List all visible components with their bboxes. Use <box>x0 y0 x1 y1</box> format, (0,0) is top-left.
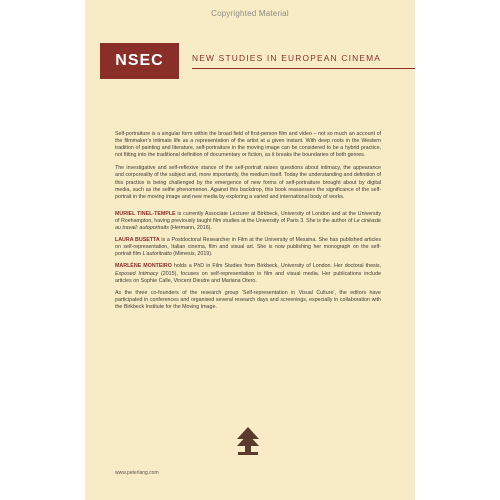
editor-name: LAURA BUSETTA <box>115 237 160 244</box>
watermark: Copyrighted Material <box>211 9 289 18</box>
blurb-paragraph: The investigative and self-reflexive stance of the self-portrait raises questions about intimacy, the appearance and corporeality of the subject and, more importantly, the medium itself. Today the understanding and definition of this practice is being challenged by the emergence of new forms of self-portraiture brought about by digital media, such as the selfie phenomenon. Against this backdrop, this book reassesses the significance of the self-portrait in the moving image and new media by exploring a varied and international body of works. <box>115 165 381 200</box>
series-rule <box>192 68 415 69</box>
bio-text: (Hermann, 2016). <box>168 225 212 232</box>
bio-text: (Mimesis, 2019). <box>171 251 213 258</box>
series-logo <box>100 43 179 79</box>
bio-thesis-title: Exposed Intimacy <box>115 270 159 277</box>
closing-paragraph: As the three co-founders of the research group ‘Self-representation in Visual Culture’, the editors have participated in conferences and organised several research days and screenings, especially in collaboration with the Birkbeck Institute for the Moving Image. <box>115 289 381 310</box>
bio-text: is a Postdoctoral Researcher in Film at the University of Messina. She has published articles on self-representation, Italian cinema, film and visual art. She is now publishing her monograph on the self-portrait film <box>115 237 382 258</box>
editor-name: MARLÈNE MONTEIRO <box>115 263 172 270</box>
series-abbrev: NSEC <box>115 52 164 69</box>
bio-text: holds a PhD in Film Studies from Birkbeck, University of London. Her doctoral thesis, <box>171 263 381 270</box>
publisher-url: www.peterlang.com <box>115 470 159 476</box>
bio-text: is currently Associate Lecturer at Birkbeck, University of London and at the University of Roehampton, having previously taught film studies at the University of Paris 3. She is the author of <box>115 210 381 224</box>
bio-book-title: L’autoritratto <box>142 251 172 258</box>
back-cover-text <box>115 131 381 317</box>
blurb-paragraph: Self-portraiture is a singular form within the broad field of first-person film and video – not so much an account of the filmmaker’s intimate life as a representation of the artist at a given instant. With deep roots in the Western tradition of painting and literature, self-portraiture in the moving image can be considered to be a hybrid practice, not fitting into the traditional definition of documentary or fiction, as it breaks the boundaries of both genres. <box>115 131 381 159</box>
editor-bio <box>115 237 381 258</box>
editor-name: MURIEL TINEL-TEMPLE <box>115 210 176 217</box>
book-back-cover <box>85 0 415 500</box>
bio-book-title: Le cinéaste au travail: autoportraits <box>115 217 382 232</box>
peter-lang-logo-icon <box>234 425 262 464</box>
bio-text: (2015), focuses on self-representation in film and visual media. Her publications include articles on Sophie Calle, Vincent Dieutre and Mariana Otero. <box>115 270 381 284</box>
editor-bio <box>115 211 381 232</box>
editor-bio <box>115 263 381 284</box>
series-title: NEW STUDIES IN EUROPEAN CINEMA <box>192 53 382 63</box>
